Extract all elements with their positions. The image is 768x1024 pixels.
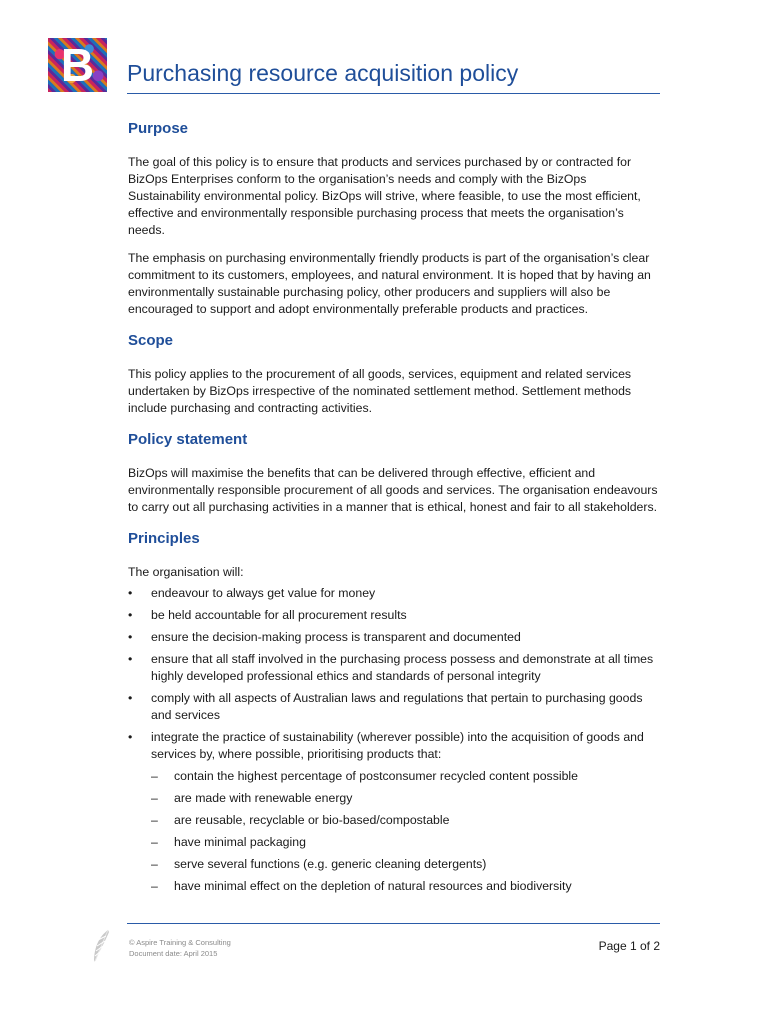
policy-statement-heading: Policy statement (128, 431, 248, 448)
page-number: Page 1 of 2 (598, 939, 660, 953)
principles-intro: The organisation will: (128, 565, 244, 579)
principles-list (128, 585, 662, 895)
list-item: • ensure that all staff involved in the purchasing process possess and demonstrate at all times highly developed professional ethics and standards of personal integrity (128, 651, 662, 685)
list-item: • ensure the decision-making process is transparent and documented (128, 629, 662, 646)
purpose-paragraph-1: The goal of this policy is to ensure that products and services purchased by or contracted for BizOps Enterprises conform to the organisation’s needs and comply with the BizOps Sustainability environmental policy. BizOps will strive, where feasible, to use the most efficient, effective and environmentally responsible purchasing process that meets the organisation’s needs. (128, 155, 641, 237)
sublist-item: – serve several functions (e.g. generic cleaning detergents) (151, 856, 662, 873)
section-scope (128, 330, 662, 417)
section-principles (128, 528, 662, 895)
list-item-with-sublist (128, 729, 662, 895)
sublist-item: – are reusable, recyclable or bio-based/compostable (151, 812, 662, 829)
section-policy-statement (128, 429, 662, 516)
company-logo (48, 38, 107, 92)
sublist-item: – have minimal effect on the depletion of natural resources and biodiversity (151, 878, 662, 895)
title-divider (127, 93, 660, 94)
principles-heading: Principles (128, 530, 200, 547)
footer-copyright: © Aspire Training & Consulting (129, 938, 231, 947)
list-item-text: integrate the practice of sustainability (wherever possible) into the acquisition of goods and services by, where possible, prioritising products that: (151, 730, 644, 761)
purpose-heading: Purpose (128, 120, 189, 137)
page-title: Purchasing resource acquisition policy (127, 60, 519, 86)
logo-letter: B (60, 39, 95, 91)
footer-document-date: Document date: April 2015 (129, 949, 218, 958)
sublist-item: – have minimal packaging (151, 834, 662, 851)
sublist-item: – are made with renewable energy (151, 790, 662, 807)
scope-heading: Scope (128, 332, 174, 349)
sublist-item: – contain the highest percentage of postconsumer recycled content possible (151, 768, 662, 785)
list-item: • comply with all aspects of Australian laws and regulations that pertain to purchasing goods and services (128, 690, 662, 724)
footer-divider (127, 923, 660, 924)
list-item: • be held accountable for all procurement results (128, 607, 662, 624)
feather-logo-icon (90, 928, 112, 966)
list-item: • endeavour to always get value for money (128, 585, 662, 602)
section-purpose (128, 118, 662, 318)
scope-paragraph: This policy applies to the procurement of all goods, services, equipment and related services undertaken by BizOps irrespective of the nominated settlement method. Settlement methods include purchasing and contracting activities. (128, 367, 632, 415)
footer-info (129, 937, 231, 959)
sustainability-sublist (151, 768, 662, 895)
purpose-paragraph-2: The emphasis on purchasing environmentally friendly products is part of the organisation’s clear commitment to its customers, employees, and natural environment. It is hoped that by having an environmentally sustainable purchasing policy, other producers and suppliers will also be encouraged to support and adopt environmentally preferable products and practices. (128, 251, 651, 316)
policy-statement-paragraph: BizOps will maximise the benefits that can be delivered through effective, efficient and environmentally responsible procurement of all goods and services. The organisation endeavours to carry out all purchasing activities in a manner that is ethical, honest and fair to all stakeholders. (128, 466, 658, 514)
document-body (128, 118, 662, 907)
